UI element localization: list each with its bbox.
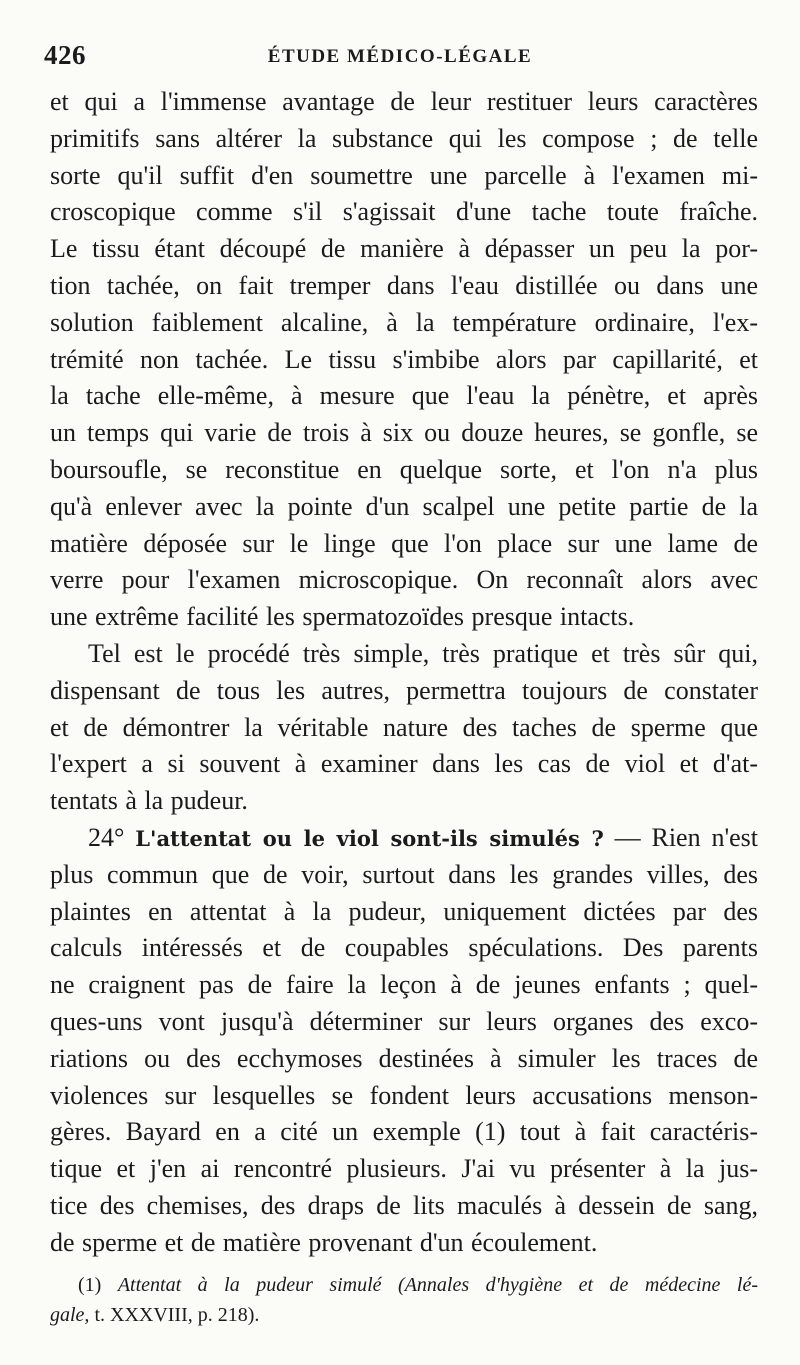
text-line: verre pour l'examen microscopique. On reconnaît alors avec (50, 565, 758, 595)
footnote (50, 1270, 758, 1330)
section-number: 24° (88, 822, 125, 852)
running-head (40, 40, 760, 80)
text-line: une extrême facilité les spermatozoïdes presque intacts. (50, 602, 635, 632)
text-line: plus commun que de voir, surtout dans les grandes villes, des (50, 859, 758, 889)
running-title: ÉTUDE MÉDICO-LÉGALE (267, 46, 533, 67)
text-line: de sperme et de matière provenant d'un écoulement. (50, 1227, 598, 1257)
text-line: matière déposée sur le linge que l'on place sur une lame de (50, 528, 758, 558)
footnote-text: gale, (50, 1304, 90, 1326)
text-line: croscopique comme s'il s'agissait d'une tache toute fraîche. (50, 197, 758, 227)
text-line: ques-uns vont jusqu'à déterminer sur leurs organes des exco- (50, 1006, 758, 1036)
text-fragment: — Rien n'est (614, 822, 759, 852)
footnote-text: t. XXXVIII, p. 218). (94, 1304, 260, 1326)
text-line: tique et j'en ai rencontré plusieurs. J'ai vu présenter à la jus- (50, 1154, 758, 1184)
text-line: Tel est le procédé très simple, très pratique et très sûr qui, (88, 638, 758, 668)
footnote-marker: (1) (78, 1274, 102, 1296)
text-line: dispensant de tous les autres, permettra toujours de constater (50, 675, 758, 705)
text-line: solution faiblement alcaline, à la température ordinaire, l'ex- (50, 307, 758, 337)
text-line: et de démontrer la véritable nature des taches de sperme que (50, 712, 758, 742)
text-line: tion tachée, on fait tremper dans l'eau distillée ou dans une (50, 270, 758, 300)
text-line: primitifs sans altérer la substance qui les compose ; de telle (50, 123, 758, 153)
footnote-line (50, 1300, 758, 1330)
text-line: et qui a l'immense avantage de leur restituer leurs caractères (50, 87, 758, 116)
text-line: Le tissu étant découpé de manière à dépasser un peu la por- (50, 234, 758, 264)
text-line: qu'à enlever avec la pointe d'un scalpel une petite partie de la (50, 491, 758, 521)
text-line: gères. Bayard en a cité un exemple (1) tout à fait caractéris- (50, 1117, 758, 1147)
text-line: riations ou des ecchymoses destinées à simuler les traces de (50, 1043, 758, 1073)
section-heading: L'attentat ou le viol sont-ils simulés ? (135, 825, 604, 851)
section-24-first-line (50, 820, 758, 857)
text-line: tentats à la pudeur. (50, 786, 248, 816)
text-line: un temps qui varie de trois à six ou douze heures, se gonfle, se (50, 418, 758, 448)
text-line: boursoufle, se reconstitue en quelque sorte, et l'on n'a plus (50, 454, 758, 484)
page-number: 426 (44, 40, 86, 70)
footnote-line (50, 1270, 758, 1300)
text-line: sorte qu'il suffit d'en soumettre une parcelle à l'examen mi- (50, 160, 758, 190)
text-line: tice des chemises, des draps de lits maculés à dessein de sang, (50, 1190, 758, 1220)
text-line: ne craignent pas de faire la leçon à de jeunes enfants ; quel- (50, 970, 758, 1000)
text-line: calculs intéressés et de coupables spéculations. Des parents (50, 933, 758, 963)
footnote-text: Attentat à la pudeur simulé (Annales d'hygiène et de médecine lé- (117, 1274, 758, 1296)
text-line: l'expert a si souvent à examiner dans les cas de viol et d'at- (50, 749, 758, 779)
text-line: la tache elle-même, à mesure que l'eau la pénètre, et après (50, 381, 758, 411)
text-line: plaintes en attentat à la pudeur, uniquement dictées par des (50, 896, 758, 926)
text-line: violences sur lesquelles se fondent leurs accusations menson- (50, 1080, 758, 1110)
body-text (50, 84, 758, 1262)
text-line: trémité non tachée. Le tissu s'imbibe alors par capillarité, et (50, 344, 758, 374)
